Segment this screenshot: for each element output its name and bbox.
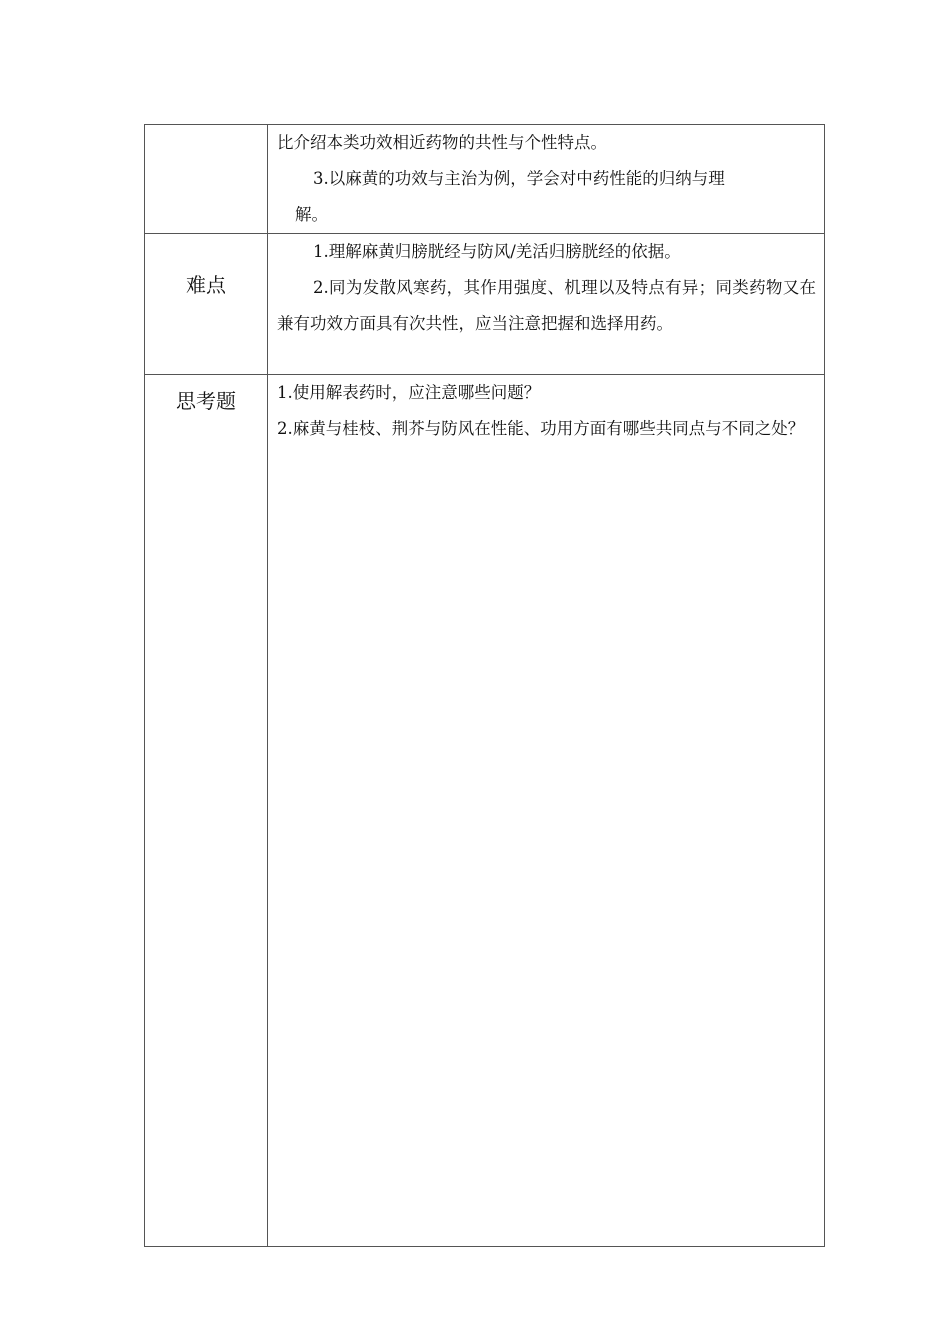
- difficulty-item-1: 1.理解麻黄归膀胱经与防风/羌活归膀胱经的依据。: [313, 242, 681, 261]
- table-row-key-points: [145, 125, 825, 234]
- table-row-difficulties: [145, 234, 825, 375]
- question-item-2: 2.麻黄与桂枝、荆芥与防风在性能、功用方面有哪些共同点与不同之处？: [277, 419, 805, 438]
- row-content-questions: [268, 375, 825, 1247]
- table-row-questions: [145, 375, 825, 1247]
- row-content-key-points: [268, 125, 825, 234]
- key-points-line-2: 3.以麻黄的功效与主治为例，学会对中药性能的归纳与理: [313, 169, 725, 188]
- lesson-plan-table: [144, 124, 825, 1247]
- key-points-line-1: 比介绍本类功效相近药物的共性与个性特点。: [277, 133, 607, 152]
- row-label-questions: 思考题: [145, 375, 268, 1247]
- difficulty-item-2: 2.同为发散风寒药，其作用强度、机理以及特点有异；同类药物又在兼有功效方面具有次共性，应当注意把握和选择用药。: [277, 278, 816, 333]
- row-label-empty: [145, 125, 268, 234]
- key-points-line-3: 解。: [295, 205, 328, 224]
- question-item-1: 1.使用解表药时，应注意哪些问题？: [277, 383, 541, 402]
- row-content-difficulties: [268, 234, 825, 375]
- row-label-difficulties: 难点: [145, 234, 268, 375]
